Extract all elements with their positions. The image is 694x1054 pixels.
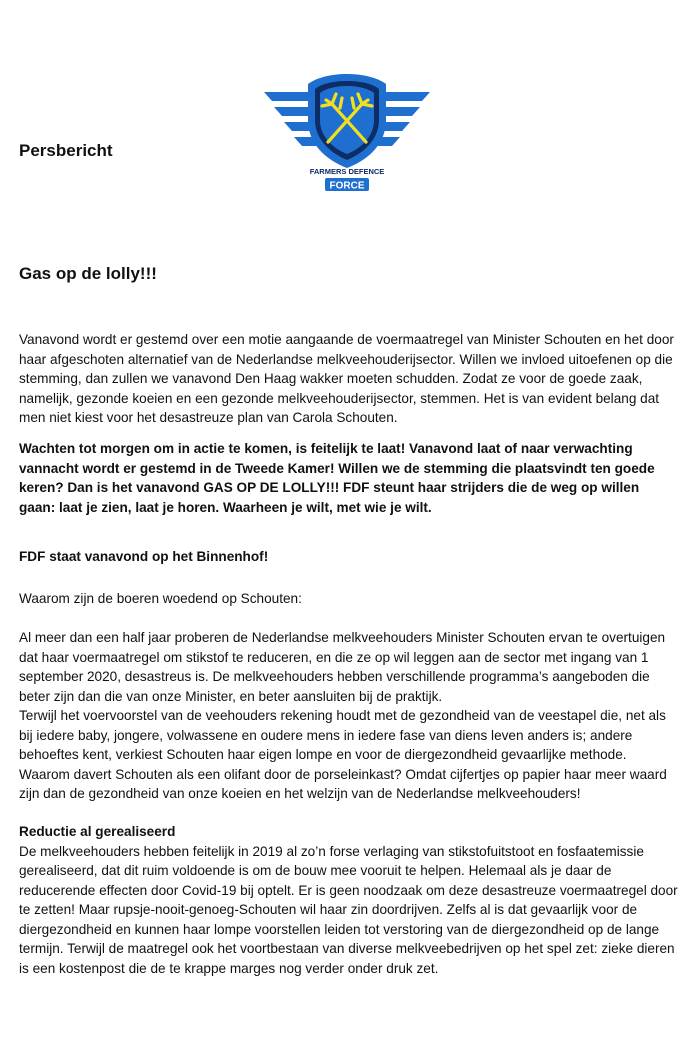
question-text: Waarom zijn de boeren woedend op Schouten: [19,591,302,606]
reason-paragraph-3: Waarom davert Schouten als een olifant door de porseleinkast? Omdat cijfertjes op papier haar meer waard zijn dan de gezondheid van onze koeien en het welzijn van de Nederlandse melkveehouders! [19,766,667,801]
call-to-action-text: Wachten tot morgen om in actie te komen, is feitelijk te laat! Vanavond laat of naar verwachting vannacht wordt er gestemd in de Tweede Kamer! Willen we de stemming die plaatsvindt ten goede keren? Dan is het vanavond GAS OP DE LOLLY!!! FDF steunt haar strijders die de weg op willen gaan: laat je zien, laat je horen. Waarheen je wilt, met wie je wilt. [19,441,655,515]
logo-text-line2: FORCE [329,180,365,192]
farmers-defence-force-logo [262,70,432,195]
reason-paragraph-1: Al meer dan een half jaar proberen de Nederlandse melkveehouders Minister Schouten ervan te overtuigen dat haar voermaatregel om stikstof te reduceren, en die ze op wil leggen aan de sector met ingang van 1 september 2020, desastreus is. De melkveehouders hebben verschillende programma’s aangeboden die beter zijn dan die van onze Minister, en beter aansluiten bij de praktijk. [19,630,666,704]
logo-text-line1: FARMERS DEFENCE [309,167,385,176]
reduction-section [19,822,679,978]
headline: Gas op de lolly!!! [19,264,157,283]
document-type-label: Persbericht [19,141,113,160]
binnenhof-line [19,547,679,567]
intro-paragraph [19,330,679,428]
call-to-action-paragraph [19,439,679,517]
section-heading: Reductie al gerealiseerd [19,824,176,839]
reasons-block [19,628,679,804]
intro-text: Vanavond wordt er gestemd over een motie aangaande de voermaatregel van Minister Schouten en het door haar afgeschoten alternatief van de Nederlandse melkveehouderijsector. Willen we invloed uitoefenen op die stemming, dan zullen we vanavond Den Haag wakker moeten schudden. Zodat ze voor de goede zaak, namelijk, gezonde koeien en een gezonde melkveehouderijsector, stemmen. Het is van evident belang dat men niet kiest voor het desastreuze plan van Carola Schouten. [19,332,674,425]
binnenhof-text: FDF staat vanavond op het Binnenhof! [19,549,269,564]
question-line [19,589,679,609]
reason-paragraph-2: Terwijl het voervoorstel van de veehouders rekening houdt met de gezondheid van de veestapel die, net als bij iedere baby, jongere, volwassene en oudere mens in iedere fase van diens leven anders is; andere behoeftes kent, verkiest Schouten haar eigen lompe en voor de diergezondheid gevaarlijke methode. [19,708,666,762]
section-body: De melkveehouders hebben feitelijk in 2019 al zo’n forse verlaging van stikstofuitstoot en fosfaatemissie gerealiseerd, dat dit ruim voldoende is om de bouw mee vooruit te helpen. Helemaal als je daar de reducerende effecten door Covid-19 bij optelt. Er is geen noodzaak om deze desastreuze voermaatregel door te zetten! Maar rupsje-nooit-genoeg-Schouten wil haar zin doordrijven. Zelfs al is dat gevaarlijk voor de diergezondheid en kunnen haar lompe voorstellen leiden tot verstoring van de diergezondheid op de lange termijn. Terwijl de maatregel ook het voortbestaan van diverse melkveebedrijven op het spel zet: zieke dieren is een kostenpost die de te krappe marges nog verder onder druk zet. [19,843,678,976]
